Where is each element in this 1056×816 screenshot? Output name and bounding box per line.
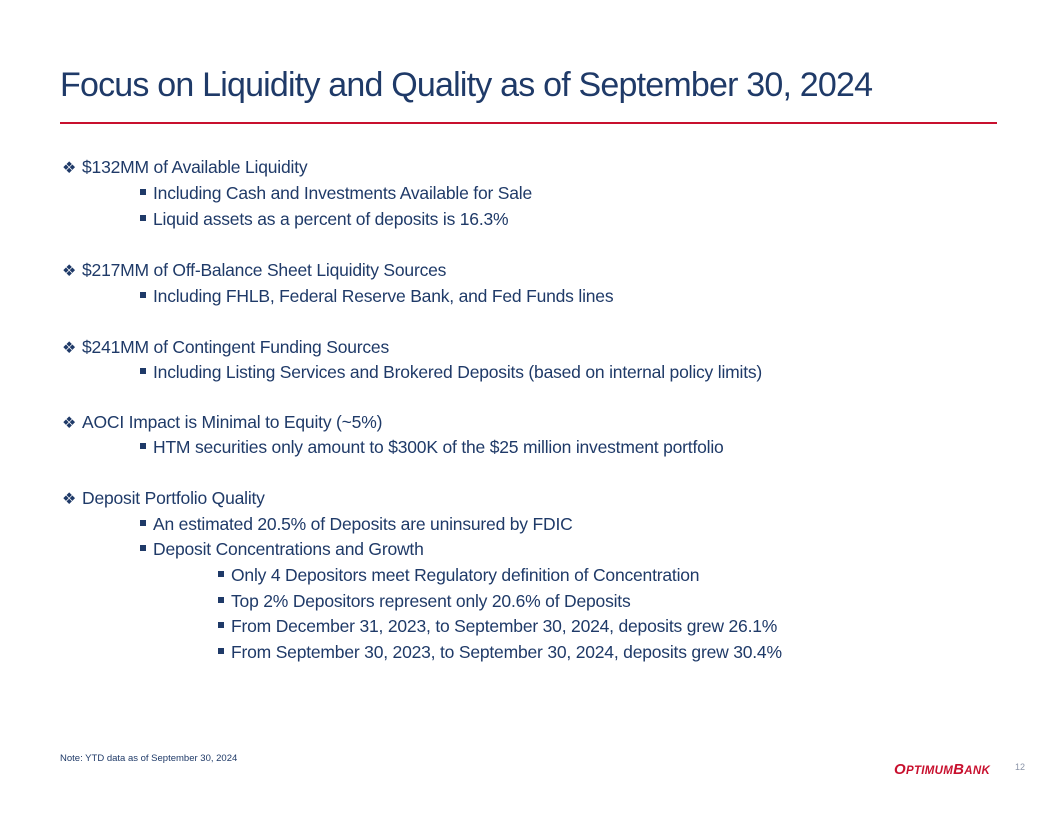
logo-letter: O bbox=[894, 761, 906, 778]
title-divider bbox=[60, 122, 997, 124]
bullet-item bbox=[62, 410, 382, 436]
sub-sub-bullet-text: From September 30, 2023, to September 30, 2024, deposits grew 30.4% bbox=[231, 642, 782, 662]
square-bullet-icon bbox=[218, 622, 224, 628]
sub-bullet-text: Including Listing Services and Brokered Deposits (based on internal policy limits) bbox=[153, 362, 763, 382]
square-bullet-icon bbox=[218, 648, 224, 654]
sub-bullet-text: Deposit Concentrations and Growth bbox=[153, 539, 424, 559]
square-bullet-icon bbox=[140, 292, 146, 298]
diamond-bullet-icon: ❖ bbox=[62, 491, 77, 508]
company-logo bbox=[894, 761, 990, 778]
logo-letter: B bbox=[953, 761, 965, 778]
square-bullet-icon bbox=[140, 520, 146, 526]
bullet-item bbox=[62, 486, 265, 512]
sub-sub-bullet-item bbox=[218, 640, 782, 664]
square-bullet-icon bbox=[218, 597, 224, 603]
bullet-text: $241MM of Contingent Funding Sources bbox=[82, 337, 390, 357]
logo-letters: PTIMUM bbox=[905, 765, 954, 777]
logo-letters: ANK bbox=[964, 765, 991, 777]
square-bullet-icon bbox=[140, 443, 146, 449]
sub-bullet-text: HTM securities only amount to $300K of the $25 million investment portfolio bbox=[153, 437, 724, 457]
sub-bullet-item bbox=[140, 181, 532, 205]
bullet-item bbox=[62, 155, 307, 181]
sub-bullet-item bbox=[140, 537, 424, 561]
page-title: Focus on Liquidity and Quality as of September 30, 2024 bbox=[60, 66, 873, 104]
sub-bullet-item bbox=[140, 435, 724, 459]
sub-sub-bullet-text: Only 4 Depositors meet Regulatory definition of Concentration bbox=[231, 565, 700, 585]
footnote: Note: YTD data as of September 30, 2024 bbox=[60, 753, 238, 764]
bullet-text: Deposit Portfolio Quality bbox=[82, 488, 265, 508]
page-number: 12 bbox=[1015, 762, 1026, 772]
square-bullet-icon bbox=[140, 368, 146, 374]
bullet-text: $217MM of Off-Balance Sheet Liquidity Sources bbox=[82, 260, 447, 280]
square-bullet-icon bbox=[140, 189, 146, 195]
square-bullet-icon bbox=[140, 215, 146, 221]
sub-sub-bullet-text: From December 31, 2023, to September 30, 2024, deposits grew 26.1% bbox=[231, 616, 778, 636]
sub-bullet-item bbox=[140, 207, 508, 231]
sub-sub-bullet-item bbox=[218, 563, 699, 587]
sub-bullet-item bbox=[140, 360, 762, 384]
sub-sub-bullet-item bbox=[218, 589, 631, 613]
diamond-bullet-icon: ❖ bbox=[62, 263, 77, 280]
diamond-bullet-icon: ❖ bbox=[62, 415, 77, 432]
sub-bullet-text: Including FHLB, Federal Reserve Bank, and Fed Funds lines bbox=[153, 286, 614, 306]
bullet-text: $132MM of Available Liquidity bbox=[82, 157, 308, 177]
sub-sub-bullet-item bbox=[218, 614, 777, 638]
sub-bullet-text: An estimated 20.5% of Deposits are uninsured by FDIC bbox=[153, 514, 573, 534]
sub-bullet-item bbox=[140, 284, 613, 308]
sub-bullet-text: Including Cash and Investments Available for Sale bbox=[153, 183, 533, 203]
diamond-bullet-icon: ❖ bbox=[62, 340, 77, 357]
sub-bullet-item bbox=[140, 512, 573, 536]
bullet-item bbox=[62, 335, 389, 361]
bullet-text: AOCI Impact is Minimal to Equity (~5%) bbox=[82, 412, 383, 432]
sub-sub-bullet-text: Top 2% Depositors represent only 20.6% of Deposits bbox=[231, 591, 631, 611]
bullet-item bbox=[62, 258, 446, 284]
square-bullet-icon bbox=[140, 545, 146, 551]
sub-bullet-text: Liquid assets as a percent of deposits is 16.3% bbox=[153, 209, 509, 229]
diamond-bullet-icon: ❖ bbox=[62, 160, 77, 177]
square-bullet-icon bbox=[218, 571, 224, 577]
